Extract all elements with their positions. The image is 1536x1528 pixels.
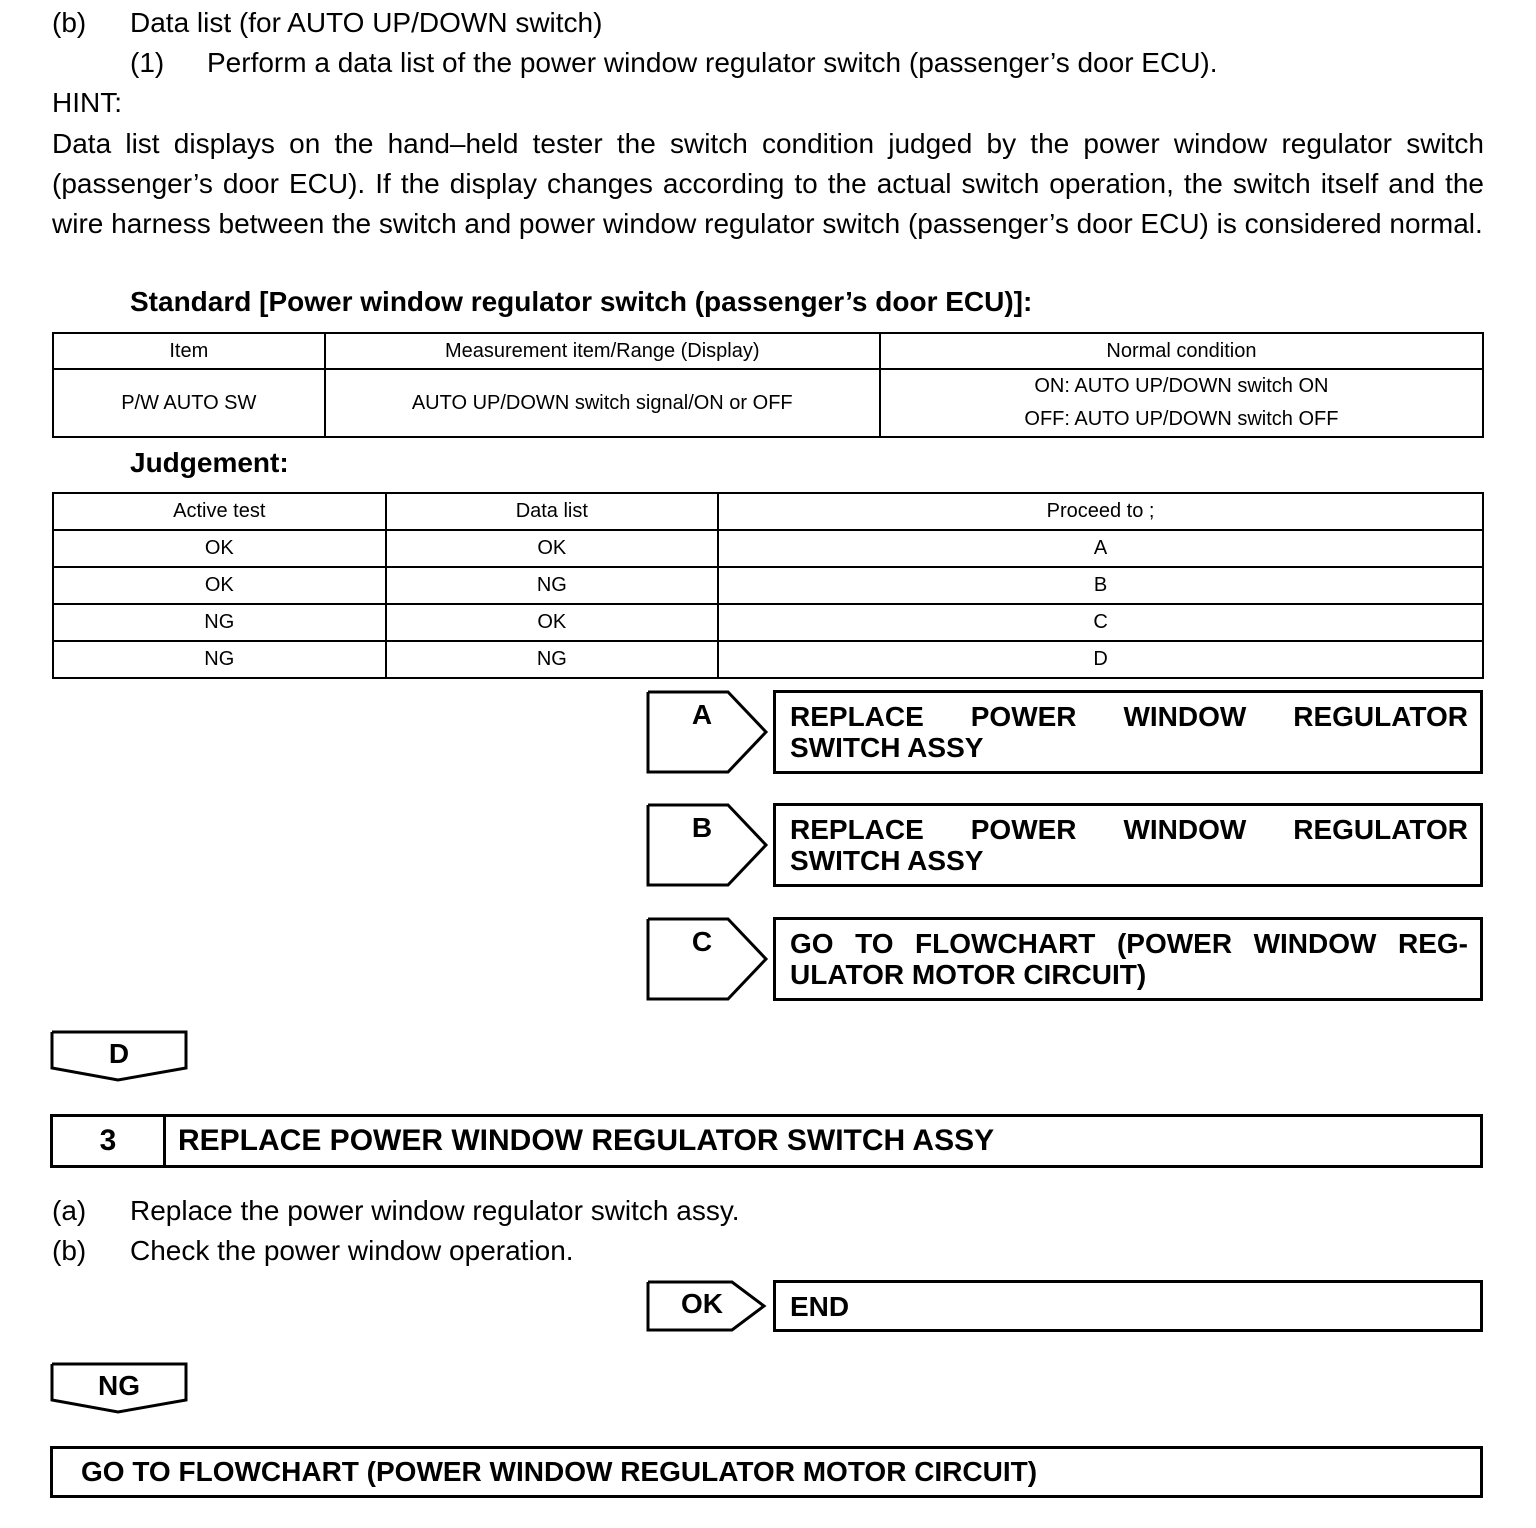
header-active-test: Active test — [53, 493, 386, 530]
header-item: Item — [53, 333, 325, 369]
header-normal-condition: Normal condition — [880, 333, 1483, 369]
cell-proceed-to: D — [718, 641, 1483, 678]
normal-on: ON: AUTO UP/DOWN switch ON — [1034, 375, 1329, 397]
result-a-line2: SWITCH ASSY — [790, 732, 984, 763]
ok-label: OK — [681, 1288, 723, 1319]
result-b-line2: SWITCH ASSY — [790, 845, 984, 876]
table-row — [53, 604, 1483, 641]
header-proceed-to: Proceed to ; — [718, 493, 1483, 530]
hint-label: HINT: — [52, 87, 122, 118]
result-b-label: B — [691, 812, 713, 843]
table-row — [53, 567, 1483, 604]
ng-label: NG — [98, 1370, 140, 1401]
result-c-line1: GO TO FLOWCHART (POWER WINDOW REG- — [790, 928, 1468, 959]
standard-table-row — [53, 369, 1483, 437]
header-data-list: Data list — [386, 493, 719, 530]
final-flowchart-box — [50, 1446, 1483, 1498]
judgement-header-row — [53, 493, 1483, 530]
table-row — [53, 530, 1483, 567]
cell-active-test: OK — [53, 530, 386, 567]
ok-result-text: END — [790, 1291, 850, 1322]
item-1-text: Perform a data list of the power window regulator switch (passenger’s door ECU). — [207, 47, 1218, 78]
result-b-box — [773, 803, 1483, 887]
ok-result-box — [773, 1280, 1483, 1332]
cell-data-list: OK — [386, 530, 719, 567]
step-3-number: 3 — [99, 1124, 117, 1157]
table-row — [53, 641, 1483, 678]
hint-paragraph: Data list displays on the hand–held tester the switch condition judged by the power window regulator switch (passenger’s door ECU). If the display changes according to the actual switch operation, the switch itself and the wire harness between the switch and power window regulator switch (passenger’s door ECU) is considered normal. — [52, 128, 1484, 239]
result-c-label: C — [691, 926, 713, 957]
cell-data-list: OK — [386, 604, 719, 641]
result-b-line1: REPLACE POWER WINDOW REGULATOR — [790, 814, 1468, 845]
step-3-divider — [163, 1117, 166, 1165]
cell-active-test: NG — [53, 604, 386, 641]
item-b-label: (b) — [52, 7, 87, 38]
step-3-b-text: Check the power window operation. — [130, 1235, 574, 1266]
result-a-label: A — [691, 699, 713, 730]
result-d-label: D — [108, 1038, 130, 1069]
final-flowchart-text: GO TO FLOWCHART (POWER WINDOW REGULATOR MOTOR CIRCUIT) — [81, 1456, 1038, 1487]
cell-active-test: OK — [53, 567, 386, 604]
step-3-a-label: (a) — [52, 1195, 87, 1226]
item-b-text: Data list (for AUTO UP/DOWN switch) — [130, 7, 603, 38]
cell-item: P/W AUTO SW — [53, 369, 325, 437]
cell-data-list: NG — [386, 641, 719, 678]
judgement-table — [52, 492, 1484, 679]
standard-table — [52, 332, 1484, 438]
normal-off: OFF: AUTO UP/DOWN switch OFF — [1024, 408, 1339, 430]
cell-active-test: NG — [53, 641, 386, 678]
cell-measurement: AUTO UP/DOWN switch signal/ON or OFF — [325, 369, 880, 437]
judgement-heading: Judgement: — [130, 447, 289, 478]
cell-data-list: NG — [386, 567, 719, 604]
standard-heading: Standard [Power window regulator switch (passenger’s door ECU)]: — [130, 286, 1033, 317]
cell-proceed-to: C — [718, 604, 1483, 641]
cell-normal-condition — [880, 369, 1483, 437]
header-measurement: Measurement item/Range (Display) — [325, 333, 880, 369]
step-3-title: REPLACE POWER WINDOW REGULATOR SWITCH ASSY — [178, 1124, 995, 1157]
step-3-a-text: Replace the power window regulator switch assy. — [130, 1195, 740, 1226]
step-3-header — [50, 1114, 1483, 1168]
result-c-box — [773, 917, 1483, 1001]
step-3-b-label: (b) — [52, 1235, 87, 1266]
cell-proceed-to: A — [718, 530, 1483, 567]
item-1-label: (1) — [130, 47, 165, 78]
standard-table-header-row — [53, 333, 1483, 369]
result-a-line1: REPLACE POWER WINDOW REGULATOR — [790, 701, 1468, 732]
result-c-line2: ULATOR MOTOR CIRCUIT) — [790, 959, 1147, 990]
cell-proceed-to: B — [718, 567, 1483, 604]
result-a-box — [773, 690, 1483, 774]
